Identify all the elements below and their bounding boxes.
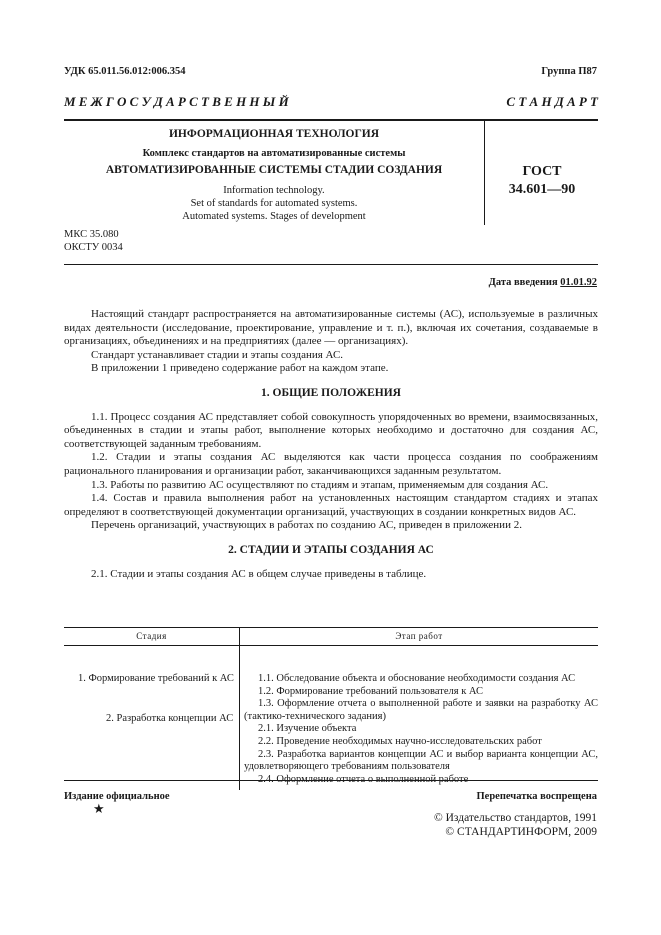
english-title	[64, 184, 484, 223]
work-item: 1.3. Оформление отчета о выполненной работе и заявки на разработку АС (тактико-технического задания)	[244, 698, 598, 722]
star-icon: ★	[93, 801, 105, 816]
codes-rule	[64, 264, 598, 265]
work-item: 1.1. Обследование объекта и обоснование необходимости создания АС	[258, 673, 576, 684]
title-block	[64, 128, 484, 223]
title-divider	[484, 121, 485, 225]
footer-rule	[64, 780, 598, 781]
document-body	[64, 308, 598, 581]
udk-code: УДК 65.011.56.012:006.354	[64, 66, 186, 77]
standard-banner	[64, 94, 598, 110]
section-1-paragraph: 1.2. Стадии и этапы создания АС выделяются как части процесса создания по соображениям рационального планирования и организации работ, заканчивающихся заданным результатом.	[64, 451, 598, 477]
stage-2: 2. Разработка концепции АС	[106, 712, 234, 724]
title-line-1: ИНФОРМАЦИОННАЯ ТЕХНОЛОГИЯ	[168, 128, 380, 140]
classification-codes	[64, 229, 123, 254]
work-cell	[240, 646, 599, 791]
effective-date-label: Дата введения	[488, 277, 558, 288]
group-code: Группа П87	[541, 66, 597, 77]
header-rule	[64, 119, 598, 121]
title-line-3: АВТОМАТИЗИРОВАННЫЕ СИСТЕМЫ СТАДИИ СОЗДАНИЯ	[105, 164, 443, 176]
section-1-paragraph: 1.1. Процесс создания АС представляет собой совокупность упорядоченных во времени, взаимосвязанных, объединенных в стадии и этапы работ, выполнение которых необходимо и достаточно для создания АС, соответствующей заданным требованиям.	[64, 410, 598, 450]
section-1-paragraph: 1.3. Работы по развитию АС осуществляют по стадиям и этапам, применяемым для создания АС.	[91, 478, 549, 491]
table-header-row	[64, 628, 598, 646]
effective-date-value: 01.01.92	[560, 277, 597, 288]
section-1-paragraph: 1.4. Состав и правила выполнения работ на установленных настоящим стандартом стадиях и этапах определяют в соответствующей документации организаций, участвующих в создании конкретных видов АС.	[64, 492, 598, 518]
section-2-heading: 2. СТАДИИ И ЭТАПЫ СОЗДАНИЯ АС	[228, 543, 434, 556]
work-item: 2.1. Изучение объекта	[258, 723, 357, 735]
gost-number	[486, 163, 598, 199]
work-item: 2.2. Проведение необходимых научно-исследовательских работ	[258, 735, 542, 747]
copyright	[434, 812, 597, 839]
work-item: 2.3. Разработка вариантов концепции АС и выбор варианта концепции АС, удовлетворяющего требованиям пользователя	[244, 748, 598, 773]
banner-right: С Т А Н Д А Р Т	[506, 94, 598, 109]
intro-paragraph: Настоящий стандарт распространяется на автоматизированные системы (АС), используемые в различных видах деятельности (исследование, проектирование, управление и т. п.), включая их сочетания, создаваемые в организациях, объединениях и на предприятиях (далее — организациях).	[64, 308, 598, 348]
official-edition: Издание официальное	[64, 791, 170, 802]
reprint-notice: Перепечатка воспрещена	[476, 791, 597, 802]
banner-left: М Е Ж Г О С У Д А Р С Т В Е Н Н Ы Й	[64, 94, 289, 109]
stage-1: 1. Формирование требований к АС	[78, 673, 234, 684]
column-header-stage: Стадия	[64, 628, 240, 646]
section-2-paragraph: 2.1. Стадии и этапы создания АС в общем случае приведены в таблице.	[91, 567, 427, 580]
work-item: 1.2. Формирование требований пользователя к АС	[258, 685, 483, 697]
effective-date	[489, 277, 597, 288]
gost-code: 34.601—90	[508, 182, 576, 197]
english-title-3: Automated systems. Stages of development	[182, 211, 366, 222]
copyright-1: © Издательство стандартов, 1991	[433, 812, 597, 824]
okstu-code: ОКСТУ 0034	[64, 241, 123, 253]
gost-label: ГОСТ	[522, 164, 562, 179]
intro-paragraph: В приложении 1 приведено содержание работ на каждом этапе.	[91, 362, 389, 375]
title-line-2: Комплекс стандартов на автоматизированные системы	[142, 148, 406, 159]
section-1-paragraph: Перечень организаций, участвующих в работах по созданию АС, приведен в приложении 2.	[91, 519, 522, 532]
intro-paragraph: Стандарт устанавливает стадии и этапы создания АС.	[91, 348, 344, 361]
mks-code: МКС 35.080	[64, 229, 119, 240]
english-title-1: Information technology.	[223, 185, 325, 196]
table-row	[64, 646, 598, 791]
copyright-2: © СТАНДАРТИНФОРМ, 2009	[445, 825, 597, 838]
column-header-work: Этап работ	[240, 628, 599, 646]
english-title-2: Set of standards for automated systems.	[190, 198, 358, 209]
stages-table	[64, 627, 598, 790]
stage-cell	[64, 646, 240, 791]
section-1-heading: 1. ОБЩИЕ ПОЛОЖЕНИЯ	[261, 386, 401, 399]
